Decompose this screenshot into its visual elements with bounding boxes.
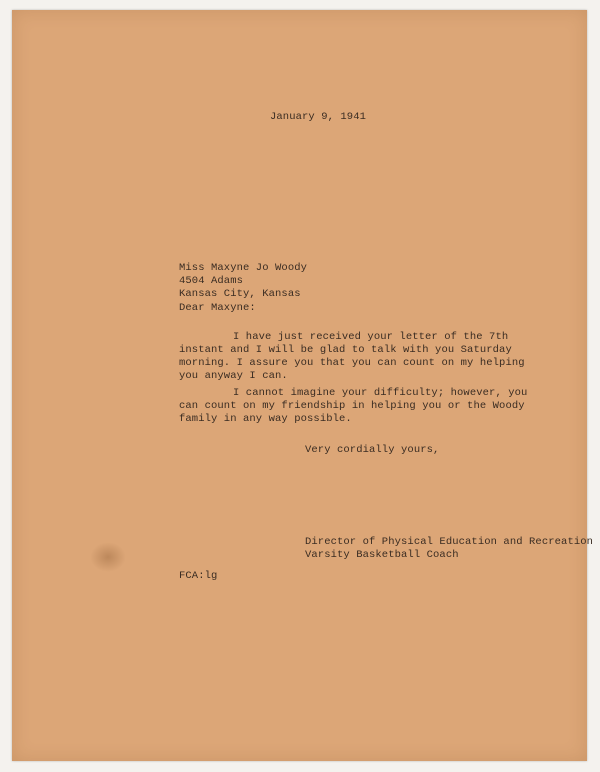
letter-date: January 9, 1941 [270,111,367,123]
paragraph-1-line: instant and I will be glad to talk with you Saturday [179,344,512,356]
paragraph-2-line: can count on my friendship in helping you or the Woody [179,400,525,412]
paragraph-1-line: morning. I assure you that you can count on my helping [179,357,525,369]
paper-stain [90,542,126,572]
recipient-address [179,262,307,301]
letter-sheet [12,10,594,761]
signature-subtitle: Varsity Basketball Coach [305,549,459,561]
typist-initials: FCA:lg [179,570,218,582]
paragraph-2-line: family in any way possible. [179,413,352,425]
paragraph-2-line: I cannot imagine your difficulty; however, you [233,387,528,399]
paragraph-1-line: you anyway I can. [179,370,288,382]
paragraph-1 [179,331,525,383]
recipient-city: Kansas City, Kansas [179,288,301,300]
paragraph-1-line: I have just received your letter of the 7th [233,331,509,343]
paragraph-2 [179,387,527,426]
recipient-street: 4504 Adams [179,275,244,287]
recipient-name: Miss Maxyne Jo Woody [179,262,308,274]
signature-block [305,536,593,562]
salutation: Dear Maxyne: [179,302,256,314]
closing: Very cordially yours, [305,444,440,456]
signature-title: Director of Physical Education and Recreation [305,536,594,548]
